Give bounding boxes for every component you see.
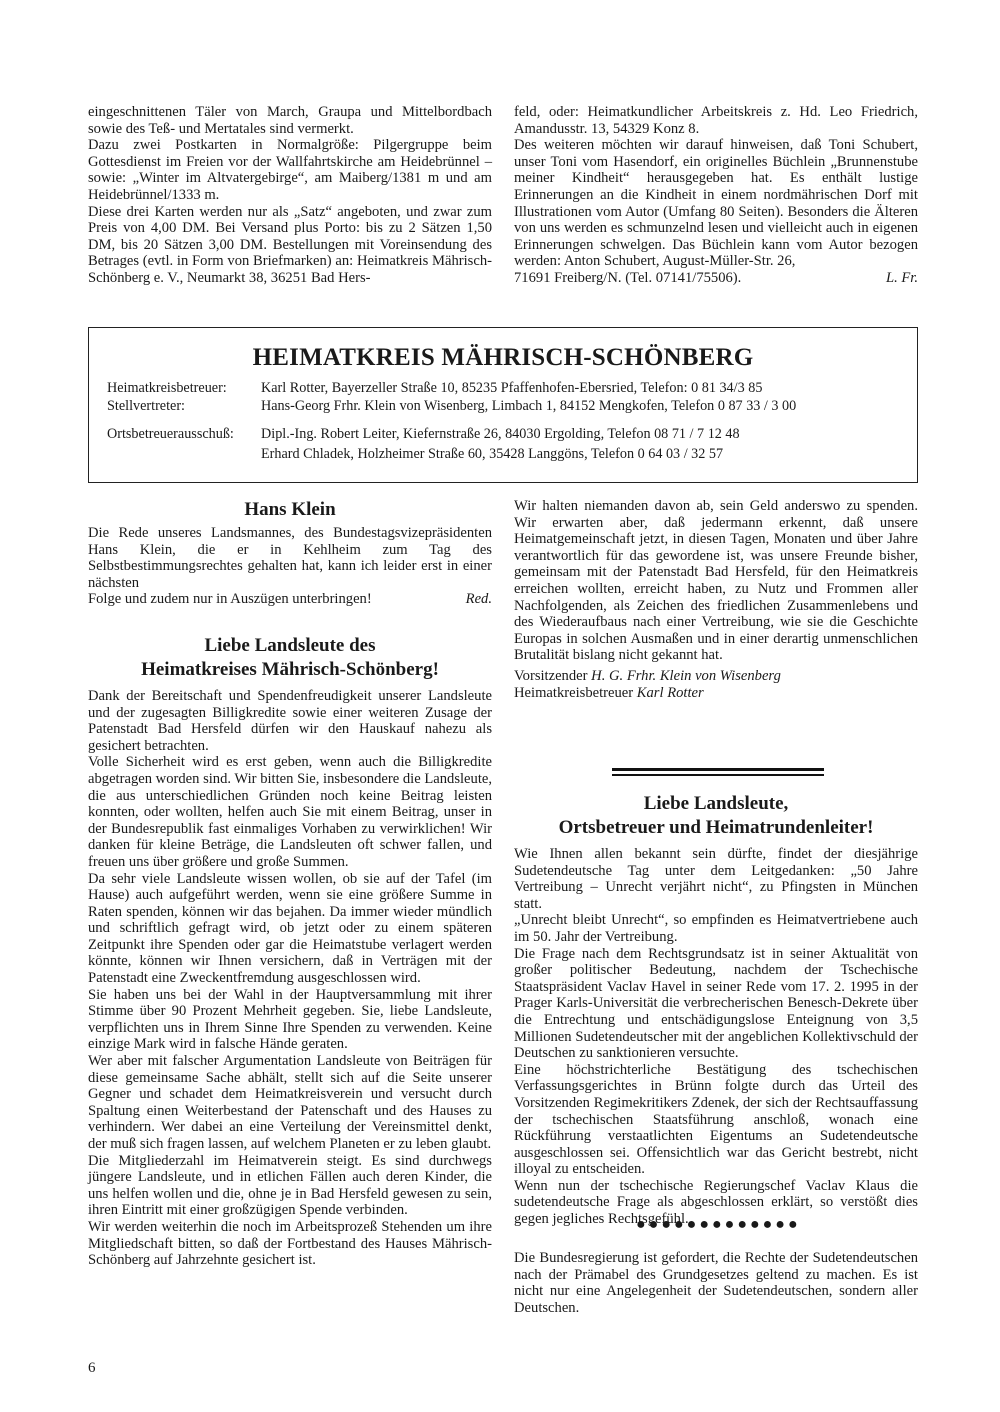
info-label: Ortsbetreuerausschuß:	[107, 426, 234, 442]
page-number: 6	[88, 1360, 96, 1376]
sign-name: Karl Rotter	[636, 684, 704, 701]
article-heading-hans-klein: Hans Klein	[244, 499, 336, 520]
heading-line: Heimatkreises Mährisch-Schönberg!	[141, 658, 439, 680]
heimatkreis-info-box	[88, 327, 918, 483]
info-row-stellvertreter	[107, 398, 796, 414]
info-value: Karl Rotter, Bayerzeller Straße 10, 85235 Pfaffenhofen-Ebersried, Telefon: 0 81 34/3 85	[261, 380, 763, 396]
signature-caretaker	[514, 685, 918, 702]
paragraph: Wir halten niemanden davon ab, sein Geld anderswo zu spenden. Wir erwarten aber, daß jedermann erkennt, daß unsere Heimatgemeinschaft jetzt, in diesen Tagen, Monaten und über Jahre verantwortlich für das gewordene ist, was unsere Freunde bisher, gemeinsam mit der Patenstadt Bad Hersfeld, für den Heimatkreis erreichen wollten, erreicht haben, zu Nutz und Frommen aller Nachfolgenden, als Zeichen des friedlichen Zusammenlebens und des Wiederaufbaus nach einer Vertreibung, wie sie die Geschichte Europas in solchen Ausmaßen und in einer derartig unmenschlichen Brutalität bislang nicht gekannt hat.	[514, 498, 918, 664]
dot-separator: ●●●●●●●●●●●●●	[636, 1216, 801, 1233]
heading-line: Liebe Landsleute des	[204, 634, 376, 656]
sign-name: H. G. Frhr. Klein von Wisenberg	[591, 667, 781, 684]
paragraph: Des weiteren möchten wir darauf hinweisen, daß Toni Schubert, unser Toni vom Hasendorf, ein originelles Büchlein „Brunnenstube meiner Kindheit“ herausgegeben hat. Es enthält lustige Erinnerungen an die Kindheit in einem nordmährischen Dorf mit Illustrationen vom Autor (Umfang 80 Seiten). Besonders die Älteren von uns werden es schmunzelnd lesen und vielleicht auch in eigenen Erinnerungen schwelgen. Das Büchlein kann vom Autor bezogen werden: Anton Schubert, August-Müller-Str. 26,	[514, 137, 918, 270]
article-heading-liebe-landsleute	[88, 634, 492, 682]
paragraph: Wer aber mit falscher Argumentation Landsleute von Beiträgen für diese gemeinsame Sache abhält, stellt sich auf die Seite unserer Gegner und schadet dem Heimatkreisverein und versucht durch Spaltung einen Weiterbestand der Patenschaft und des Hauses zu verhindern. Wer dabei an eine Verteilung der Vereinsmittel denkt, der muß sich fragen lassen, auf welchem Planeten er zu leben glaubt.	[88, 1053, 492, 1152]
paragraph: Die Mitgliederzahl im Heimatverein steigt. Es sind durchwegs jüngere Landsleute, und in etlichen Fällen auch deren Kinder, die uns helfen wollen und die, ohne je in Bad Hersfeld gewesen zu sein, ihren Eintritt mit einer großzügigen Spende verbinden.	[88, 1152, 492, 1219]
info-value: Dipl.-Ing. Robert Leiter, Kiefernstraße 26, 84030 Ergolding, Telefon 08 71 / 7 12 48	[261, 426, 740, 442]
section-divider-thin	[612, 774, 824, 776]
paragraph: Dank der Bereitschaft und Spendenfreudigkeit unserer Landsleute und der zugesagten Billigkredite sowie einer weiteren Zusage der Patenstadt Bad Hersfeld dürfen wir den Hauskauf nahezu als gesichert betrachten.	[88, 687, 492, 754]
signature-line	[514, 270, 918, 287]
info-value: Erhard Chladek, Holzheimer Straße 60, 35428 Langgöns, Telefon 0 64 03 / 32 57	[261, 446, 724, 462]
info-value: Hans-Georg Frhr. Klein von Wisenberg, Limbach 1, 84152 Mengkofen, Telefon 0 87 33 / 3 00	[261, 398, 797, 414]
closing-note	[514, 1250, 918, 1316]
info-label: Heimatkreisbetreuer:	[107, 380, 227, 396]
paragraph: Wenn nun der tschechische Regierungschef Vaclav Klaus die sudetendeutsche Frage als abgeschlossen erklärt, so verstößt dies gegen jegliches Rechtsgefühl.	[514, 1177, 918, 1228]
sign-role: Heimatkreisbetreuer	[514, 684, 634, 701]
paragraph: Dazu zwei Postkarten in Normalgröße: Pilgergruppe beim Gottesdienst im Freien vor der Wallfahrtskirche am Heidebrünnel – sowie: „Winter im Altvatergebirge“, am Maiberg/1381 m und am Heidebrünnel/1333 m.	[88, 137, 492, 203]
right-column-article	[514, 792, 918, 1228]
paragraph: Volle Sicherheit wird es erst geben, wenn auch die Billigkredite abgetragen worden sind. Wir bitten Sie, insbesondere die Landsleute, die aus unterschiedlichen Gründen noch keine Beitrag leisten konnten, oder wollten, helfen auch Sie mit einem Beitrag, unser in der Bundesrepublik fast einmaliges Vorhaben zu verwirklichen! Wir danken für kleine Beträge, die Landsleuten oft schwer fallen, und freuen uns über größere und große Summen.	[88, 754, 493, 870]
closing-text: Folge und zudem nur in Auszügen unterbringen!	[88, 591, 372, 608]
heading-line: Liebe Landsleute,	[643, 793, 789, 814]
paragraph: Eine höchstrichterliche Bestätigung des tschechischen Verfassungsgerichtes in Brünn folgte durch das Urteil des Vorsitzenden Regimekritikers Zdenek, der sich der Rechtsauffassung der tschechischen Staatsführung anschloß, wonach eine Rückführung verstaatlichten Eigentums an Sudetendeutsche ausgeschlossen sei. Offensichtlich war das Gericht bestrebt, nicht illoyal zu entscheiden.	[514, 1061, 918, 1178]
info-label: Stellvertreter:	[107, 398, 185, 414]
paragraph: Wir werden weiterhin die noch im Arbeitsprozeß Stehenden um ihre Mitgliedschaft bitten, so daß der Fortbestand des Hauses Mährisch-Schönberg auf Jahrzehnte gesichert ist.	[88, 1218, 492, 1269]
info-row-ortsbetreuer-2	[107, 446, 723, 462]
info-row-ortsbetreuer	[107, 426, 740, 442]
editor-signature: Red.	[465, 591, 492, 608]
top-right-column	[514, 104, 918, 287]
paragraph: Wie Ihnen allen bekannt sein dürfte, findet der diesjährige Sudetendeutsche Tag unter dem Leitgedanken: „50 Jahre Vertreibung – Unrecht verjährt nicht“, zu Pfingsten in München statt.	[514, 846, 918, 912]
paragraph: eingeschnittenen Täler von March, Graupa und Mittelbordbach sowie des Teß- und Mertatales sind vermerkt.	[88, 104, 492, 137]
paragraph: Diese drei Karten werden nur als „Satz“ angeboten, und zwar zum Preis von 4,00 DM. Bei Versand plus Porto: bis zu 2 Sätzen 1,50 DM, bis 20 Sätzen 3,00 DM. Bestellungen mit Voreinsendung des Betrages (evtl. in Form von Briefmarken) an: Heimatkreis Mährisch-Schönberg e. V., Neumarkt 38, 36251 Bad Hers-	[88, 203, 492, 286]
author-signature: L. Fr.	[885, 269, 918, 286]
paragraph: Die Bundesregierung ist gefordert, die Rechte der Sudetendeutschen nach der Prämabel des Grundgesetzes geltend zu machen. Es ist nicht nur eine Angelegenheit der Sudetendeutschen, sondern aller Deutschen.	[514, 1250, 918, 1316]
paragraph: „Unrecht bleibt Unrecht“, so empfinden es Heimatvertriebene auch im 50. Jahr der Vertreibung.	[514, 912, 918, 945]
heading-line: Ortsbetreuer und Heimatrundenleiter!	[558, 817, 874, 838]
info-box-title: HEIMATKREIS MÄHRISCH-SCHÖNBERG	[252, 344, 754, 371]
article-heading-ortsbetreuer	[514, 792, 918, 840]
top-left-column	[88, 104, 492, 287]
signature-chairman	[514, 668, 918, 685]
paragraph: Die Frage nach dem Rechtsgrundsatz ist in seiner Aktualität von großer politischer Bedeutung, nachdem der Tschechische Staatspräsident Vaclav Havel in seiner Rede vom 17. 2. 1995 in der Prager Karls-Universität die verbrecherischen Benesch-Dekrete über die Entrechtung und entschädigungslose Enteignung von 3,5 Millionen Sudetendeutscher mit der angeblichen Kollektivschuld der Deutschen zu sanktionieren versuchte.	[514, 945, 918, 1062]
paragraph: Die Rede unseres Landsmannes, des Bundestagsvizepräsidenten Hans Klein, die er in Kehlheim zum Tag des Selbstbestimmungsrechtes gehalten hat, kann ich leider erst in einer nächsten	[88, 525, 492, 591]
closing-text: 71691 Freiberg/N. (Tel. 07141/75506).	[514, 269, 742, 286]
paragraph: Da sehr viele Landsleute wissen wollen, ob sie auf der Tafel (im Hause) auch aufgeführt werden, wenn sie eine größere Summe in Raten spenden, können wir das bejahen. Da immer wieder mündlich und schriftlich gefragt wird, ob jetzt oder zu einem späteren Zeitpunkt ihre Spenden oder gar die Heimatstube verlagert werden könnte, können wir Ihnen versichern, daß in Verträgen mit der Patenstadt eine Zweckentfremdung ausgeschlossen wird.	[88, 870, 492, 987]
signature-line	[88, 591, 492, 608]
paragraph: feld, oder: Heimatkundlicher Arbeitskreis z. Hd. Leo Friedrich, Amandusstr. 13, 54329 Konz 8.	[514, 104, 918, 137]
sign-role: Vorsitzender	[514, 667, 588, 684]
info-row-betreuer	[107, 380, 762, 396]
paragraph: Sie haben uns bei der Wahl in der Hauptversammlung mit ihrer Stimme über 90 Prozent Mehrheit gegeben. Sie, liebe Landsleute, verpflichten uns in Ihrem Sinne Ihre Spenden zu verwenden. Keine einzige Mark wird in falsche Hände geraten.	[88, 986, 492, 1053]
left-column	[88, 498, 492, 1269]
section-divider-thick	[612, 768, 824, 771]
right-column	[514, 498, 918, 701]
